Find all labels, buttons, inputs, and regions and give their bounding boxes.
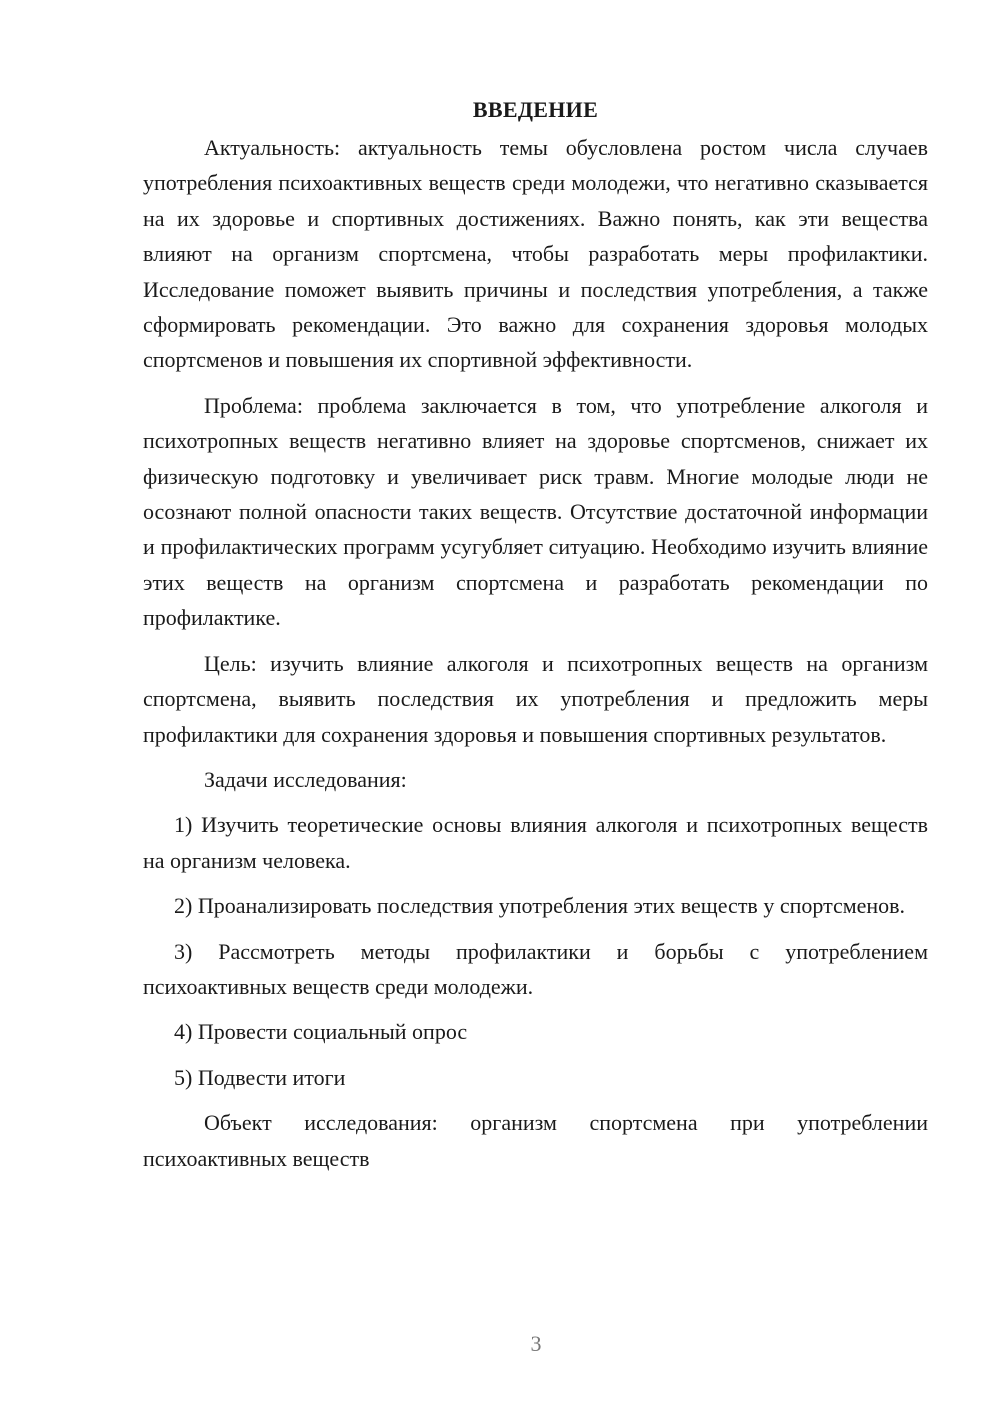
page-number: 3 xyxy=(530,1331,542,1356)
task-item-1: 1) Изучить теоретические основы влияния алкоголя и психотропных веществ на организм человека. xyxy=(143,812,928,873)
relevance-paragraph: Актуальность: актуальность темы обусловлена ростом числа случаев употребления психоактивных веществ среди молодежи, что негативно сказывается на их здоровье и спортивных достижениях. Важно понять, как эти вещества влияют на организм спортсмена, чтобы разработать меры профилактики. Исследование поможет выявить причины и последствия употребления, а также сформировать рекомендации. Это важно для сохранения здоровья молодых спортсменов и повышения их спортивной эффективности. xyxy=(143,135,928,373)
task-item-4: 4) Провести социальный опрос xyxy=(174,1019,468,1045)
document-page xyxy=(143,92,928,1186)
problem-paragraph: Проблема: проблема заключается в том, что употребление алкоголя и психотропных веществ негативно влияет на здоровье спортсменов, снижает их физическую подготовку и увеличивает риск травм. Многие молодые люди не осознают полной опасности таких веществ. Отсутствие достаточной информации и профилактических программ усугубляет ситуацию. Необходимо изучить влияние этих веществ на организм спортсмена и разработать рекомендации по профилактике. xyxy=(143,392,928,631)
task-item-3: 3) Рассмотреть методы профилактики и борьбы с употреблением психоактивных веществ среди молодежи. xyxy=(143,938,928,999)
task-item-5: 5) Подвести итоги xyxy=(174,1064,346,1090)
tasks-label: Задачи исследования: xyxy=(204,766,407,792)
section-heading: ВВЕДЕНИЕ xyxy=(472,97,599,122)
goal-paragraph: Цель: изучить влияние алкоголя и психотропных веществ на организм спортсмена, выявить последствия их употребления и предложить меры профилактики для сохранения здоровья и повышения спортивных результатов. xyxy=(143,650,928,747)
object-paragraph: Объект исследования: организм спортсмена при употреблении психоактивных веществ xyxy=(143,1110,928,1171)
task-item-2: 2) Проанализировать последствия употребления этих веществ у спортсменов. xyxy=(174,893,906,919)
